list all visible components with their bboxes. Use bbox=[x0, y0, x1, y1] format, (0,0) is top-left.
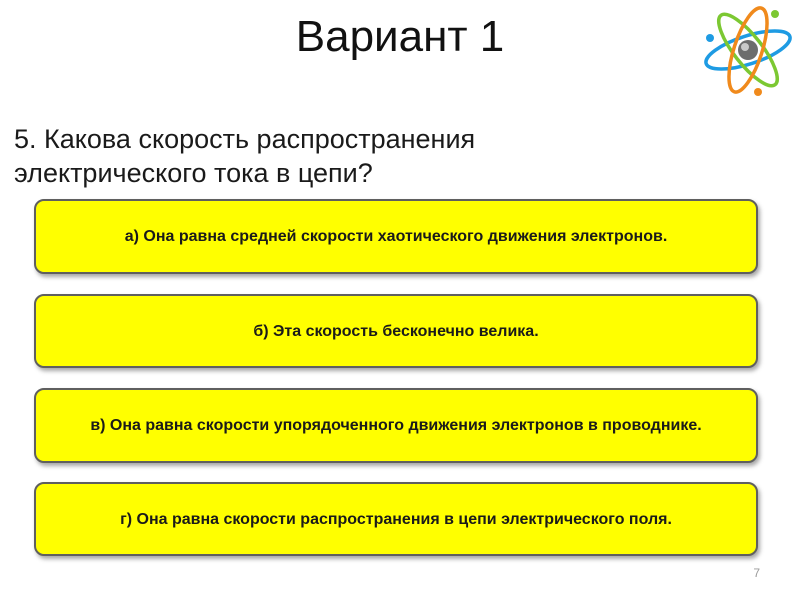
option-a-button[interactable]: а) Она равна средней скорости хаотического движения электронов. bbox=[34, 199, 758, 274]
option-c-button[interactable]: в) Она равна скорости упорядоченного движения электронов в проводнике. bbox=[34, 388, 758, 463]
atom-icon bbox=[698, 2, 798, 98]
question-text: 5. Какова скорость распространения электрического тока в цепи? bbox=[14, 124, 476, 188]
option-d-button[interactable]: г) Она равна скорости распространения в цепи электрического поля. bbox=[34, 482, 758, 556]
page-number: 7 bbox=[753, 566, 760, 580]
slide-title: Вариант 1 bbox=[295, 12, 505, 61]
option-b-button[interactable]: б) Эта скорость бесконечно велика. bbox=[34, 294, 758, 368]
